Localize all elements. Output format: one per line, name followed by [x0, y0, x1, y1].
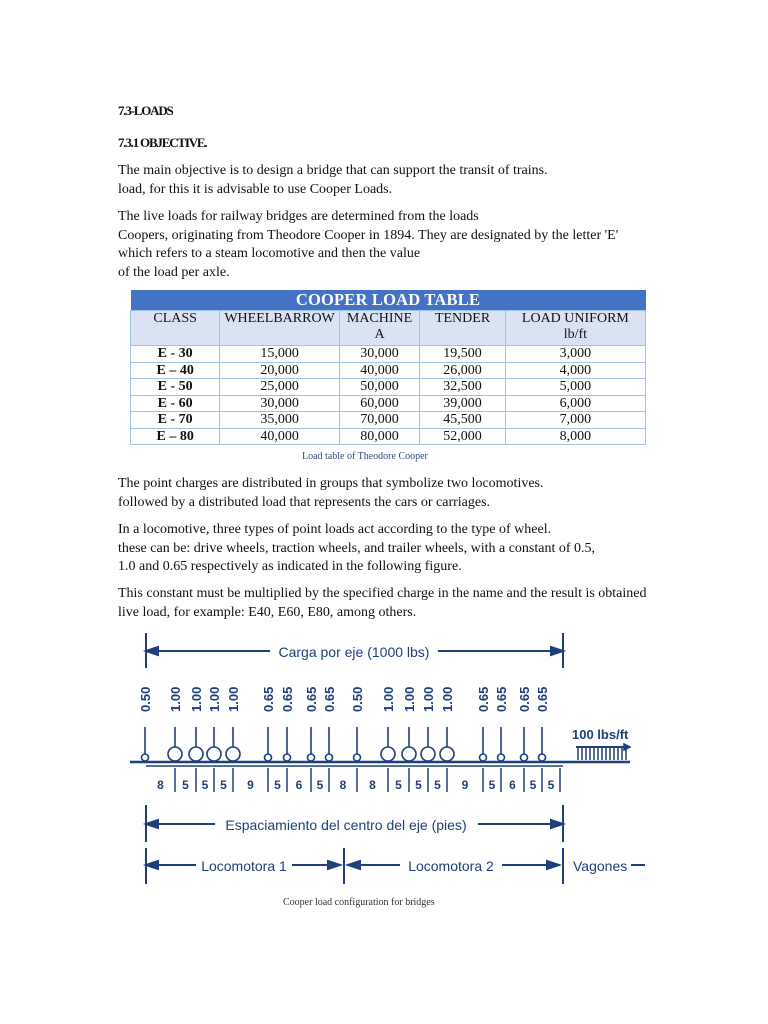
spacing-value: 5	[220, 778, 227, 792]
cell-load: 5,000	[505, 379, 645, 396]
spacing-value: 5	[434, 778, 441, 792]
wheel-mark	[354, 754, 361, 761]
spacing-value: 6	[509, 778, 516, 792]
wheel-mark	[521, 754, 528, 761]
arrow-head	[348, 861, 360, 869]
axle-factor-label: 1.00	[440, 686, 455, 712]
text-line: of the load per axle.	[118, 264, 230, 280]
axle-factor-label: 0.65	[280, 686, 295, 712]
spacing-value: 5	[415, 778, 422, 792]
cell-tender: 39,000	[420, 395, 505, 412]
wheel-mark	[498, 754, 505, 761]
axle-factor-label: 1.00	[207, 686, 222, 712]
text-line: Coopers, originating from Theodore Cooper in 1894. They are designated by the letter 'E'	[118, 227, 619, 243]
text-line: The main objective is to design a bridge that can support the transit of trains.	[118, 163, 548, 178]
wheel-mark	[207, 747, 221, 761]
cell-wheelbarrow: 40,000	[220, 428, 339, 445]
text-line: This constant must be multiplied by the specified charge in the name and the result is obtained	[118, 586, 647, 601]
axle-factor-label: 0.50	[138, 686, 153, 712]
uniform-load-label: 100 lbs/ft	[572, 727, 629, 742]
axle-factor-label: 0.65	[494, 686, 509, 712]
cell-machine: 60,000	[339, 395, 420, 412]
axle-load-label: Carga por eje (1000 lbs)	[278, 644, 430, 660]
cell-load: 4,000	[505, 362, 645, 379]
spacing-value: 9	[247, 778, 254, 792]
wheel-mark	[226, 747, 240, 761]
arrow-head	[547, 861, 559, 869]
cell-load: 8,000	[505, 428, 645, 445]
wheel-mark	[168, 747, 182, 761]
table-title: COOPER LOAD TABLE	[131, 290, 646, 311]
spacing-value: 5	[547, 778, 555, 792]
axle-factor-label: 0.65	[476, 686, 491, 712]
cell-tender: 32,500	[420, 379, 505, 396]
axle-factor-label: 0.65	[304, 686, 319, 712]
subsection-heading: 7.3.1 OBJECTIVE.	[118, 135, 207, 150]
cell-wheelbarrow: 25,000	[220, 379, 339, 396]
wheel-mark	[421, 747, 435, 761]
axle-factor-label: 0.65	[322, 686, 337, 712]
wheel-mark	[308, 754, 315, 761]
locomotive1-label: Locomotora 1	[201, 858, 287, 874]
text-line: The live loads for railway bridges are determined from the loads	[118, 209, 479, 224]
wheel-mark	[189, 747, 203, 761]
wheel-mark	[284, 754, 291, 761]
axle-spacing-label: Espaciamiento del centro del eje (pies)	[225, 817, 467, 833]
arrow-head	[146, 647, 158, 655]
text-line: followed by a distributed load that represents the cars or carriages.	[118, 494, 491, 510]
spacing-value: 5	[395, 778, 402, 792]
text-line: In a locomotive, three types of point loads act according to the type of wheel.	[118, 522, 552, 537]
text-line: which refers to a steam locomotive and then the value	[118, 246, 421, 261]
cell-wheelbarrow: 15,000	[220, 346, 339, 363]
spacing-value: 8	[369, 778, 376, 792]
spacing-value: 5	[274, 778, 281, 792]
arrow-head	[624, 744, 630, 750]
header-load: LOAD UNIFORM lb/ft	[505, 311, 645, 346]
spacing-value: 8	[157, 778, 164, 792]
wheel-mark	[326, 754, 333, 761]
wagons-label: Vagones	[573, 858, 628, 874]
cell-load: 3,000	[505, 346, 645, 363]
text-line: The point charges are distributed in groups that symbolize two locomotives.	[118, 476, 544, 491]
header-machine: MACHINE A	[339, 311, 420, 346]
spacing-value: 5	[316, 778, 324, 792]
text-line: 1.0 and 0.65 respectively as indicated in the following figure.	[118, 559, 462, 574]
arrow-head	[551, 820, 563, 828]
cell-wheelbarrow: 35,000	[220, 412, 339, 429]
cell-class: E – 80	[131, 428, 220, 445]
wheel-mark	[381, 747, 395, 761]
cell-wheelbarrow: 30,000	[220, 395, 339, 412]
spacing-value: 5	[488, 778, 496, 792]
axle-factor-label: 1.00	[168, 686, 183, 712]
cell-machine: 70,000	[339, 412, 420, 429]
axle-factor-label: 1.00	[421, 686, 436, 712]
cell-class: E - 50	[131, 379, 220, 396]
cell-tender: 45,500	[420, 412, 505, 429]
spacing-value: 5	[182, 778, 189, 792]
cell-class: E – 40	[131, 362, 220, 379]
cell-machine: 40,000	[339, 362, 420, 379]
axle-factor-label: 1.00	[381, 686, 396, 712]
cell-machine: 30,000	[339, 346, 420, 363]
spacing-value: 5	[529, 778, 537, 792]
cell-tender: 26,000	[420, 362, 505, 379]
header-tender: TENDER	[420, 311, 505, 346]
cell-machine: 50,000	[339, 379, 420, 396]
table-caption: Load table of Theodore Cooper	[302, 451, 428, 462]
cell-class: E - 30	[131, 346, 220, 363]
figure-caption: Cooper load configuration for bridges	[283, 897, 435, 908]
spacing-value: 9	[461, 778, 469, 792]
spacing-value: 5	[201, 778, 209, 792]
header-wheelbarrow: WHEELBARROW	[220, 311, 339, 346]
axle-factor-label: 1.00	[226, 686, 241, 712]
cell-load: 6,000	[505, 395, 645, 412]
cell-tender: 52,000	[420, 428, 505, 445]
cell-class: E - 70	[131, 412, 220, 429]
axle-factor-label: 1.00	[189, 686, 204, 712]
text-line: these can be: drive wheels, traction wheels, and trailer wheels, with a constant of 0.5,	[118, 540, 596, 556]
wheel-mark	[440, 747, 454, 761]
arrow-head	[146, 861, 158, 869]
header-class: CLASS	[131, 311, 220, 346]
arrow-head	[551, 647, 563, 655]
text-line: load, for this it is advisable to use Cooper Loads.	[118, 181, 393, 197]
arrow-head	[146, 820, 158, 828]
arrow-head	[328, 861, 340, 869]
section-heading: 7.3-LOADS	[118, 103, 173, 118]
axle-factor-label: 1.00	[402, 686, 417, 712]
axle-factor-label: 0.65	[517, 686, 532, 712]
wheel-mark	[539, 754, 546, 761]
cell-load: 7,000	[505, 412, 645, 429]
cell-machine: 80,000	[339, 428, 420, 445]
axle-factor-label: 0.65	[261, 686, 276, 712]
wheel-mark	[265, 754, 272, 761]
text-line: live load, for example: E40, E60, E80, among others.	[118, 604, 417, 620]
cell-class: E - 60	[131, 395, 220, 412]
cell-tender: 19,500	[420, 346, 505, 363]
axle-factor-label: 0.65	[535, 686, 550, 712]
spacing-value: 6	[295, 778, 303, 792]
wheel-mark	[480, 754, 487, 761]
spacing-value: 8	[339, 778, 347, 792]
cell-wheelbarrow: 20,000	[220, 362, 339, 379]
wheel-mark	[142, 754, 149, 761]
wheel-mark	[402, 747, 416, 761]
axle-factor-label: 0.50	[350, 686, 365, 712]
locomotive2-label: Locomotora 2	[408, 858, 494, 874]
